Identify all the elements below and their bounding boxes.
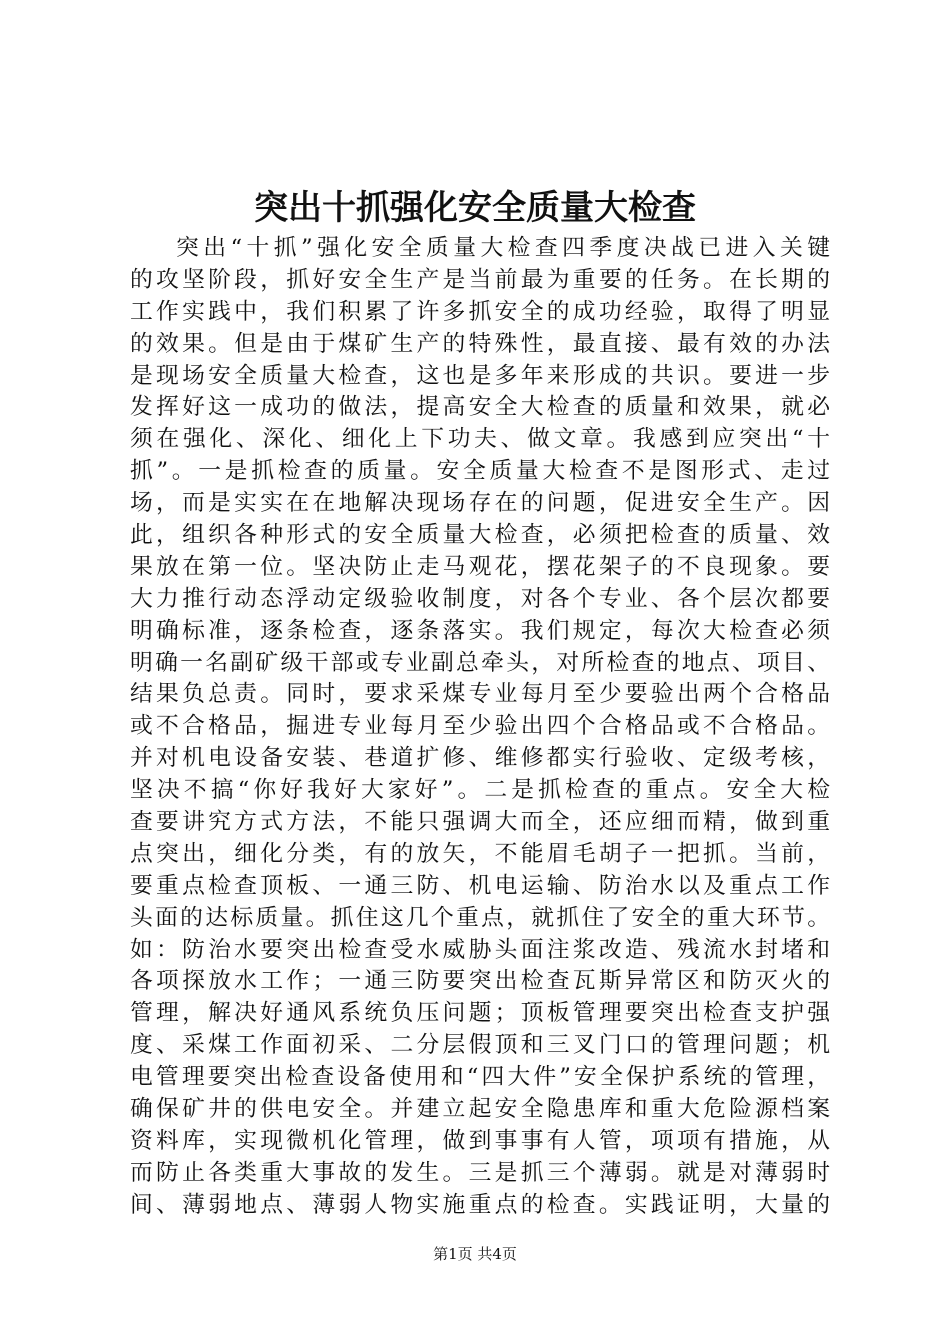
text-line: 场，而是实实在在地解决现场存在的问题，促进安全生产。因 — [130, 490, 830, 517]
text-line: 此，组织各种形式的安全质量大检查，必须把检查的质量、效 — [130, 522, 830, 549]
text-line: 工作实践中，我们积累了许多抓安全的成功经验，取得了明显 — [130, 298, 830, 325]
text-line: 突出“十抓”强化安全质量大检查四季度决战已进入关键 — [176, 235, 830, 261]
text-line: 如：防治水要突出检查受水威胁头面注浆改造、残流水封堵和 — [130, 936, 830, 963]
text-line: 要重点检查顶板、一通三防、机电运输、防治水以及重点工作 — [130, 872, 830, 899]
text-line: 结果负总责。同时，要求采煤专业每月至少要验出两个合格品 — [130, 681, 830, 708]
text-line: 点突出，细化分类，有的放矢，不能眉毛胡子一把抓。当前， — [130, 840, 830, 867]
text-line: 明确标准，逐条检查，逐条落实。我们规定，每次大检查必须 — [130, 617, 830, 644]
text-line: 度、采煤工作面初采、二分层假顶和三叉门口的管理问题；机 — [130, 1032, 830, 1059]
text-line: 查要讲究方式方法，不能只强调大而全，还应细而精，做到重 — [130, 809, 830, 836]
text-line: 电管理要突出检查设备使用和“四大件”安全保护系统的管理， — [130, 1064, 830, 1091]
text-line: 的效果。但是由于煤矿生产的特殊性，最直接、最有效的办法 — [130, 330, 830, 357]
text-line: 资料库，实现微机化管理，做到事事有人管，项项有措施，从 — [130, 1127, 830, 1154]
text-line: 发挥好这一成功的做法，提高安全大检查的质量和效果，就必 — [130, 394, 830, 421]
text-line: 大力推行动态浮动定级验收制度，对各个专业、各个层次都要 — [130, 585, 830, 612]
text-line: 各项探放水工作；一通三防要突出检查瓦斯异常区和防灭火的 — [130, 968, 830, 995]
text-line: 头面的达标质量。抓住这几个重点，就抓住了安全的重大环节。 — [130, 904, 830, 931]
body-paragraph — [130, 233, 830, 1222]
text-line: 并对机电设备安装、巷道扩修、维修都实行验收、定级考核， — [130, 745, 830, 772]
text-line: 须在强化、深化、细化上下功夫、做文章。我感到应突出“十 — [130, 426, 830, 453]
text-line: 管理，解决好通风系统负压问题；顶板管理要突出检查支护强 — [130, 1000, 830, 1027]
text-line: 间、薄弱地点、薄弱人物实施重点的检查。实践证明，大量的 — [130, 1191, 830, 1218]
text-line: 坚决不搞“你好我好大家好”。二是抓检查的重点。安全大检 — [130, 777, 830, 804]
text-line: 确保矿井的供电安全。并建立起安全隐患库和重大危险源档案 — [130, 1096, 830, 1123]
text-line: 或不合格品，掘进专业每月至少验出四个合格品或不合格品。 — [130, 713, 830, 740]
text-line: 的攻坚阶段，抓好安全生产是当前最为重要的任务。在长期的 — [130, 266, 830, 293]
text-line: 而防止各类重大事故的发生。三是抓三个薄弱。就是对薄弱时 — [130, 1159, 830, 1186]
text-line: 抓”。一是抓检查的质量。安全质量大检查不是图形式、走过 — [130, 458, 830, 485]
text-line: 果放在第一位。坚决防止走马观花，摆花架子的不良现象。要 — [130, 553, 830, 580]
text-line: 明确一名副矿级干部或专业副总牵头，对所检查的地点、项目、 — [130, 649, 830, 676]
text-line: 是现场安全质量大检查，这也是多年来形成的共识。要进一步 — [130, 362, 830, 389]
page-footer: 第1页 共4页 — [433, 1245, 517, 1263]
page-title: 突出十抓强化安全质量大检查 — [254, 188, 696, 228]
